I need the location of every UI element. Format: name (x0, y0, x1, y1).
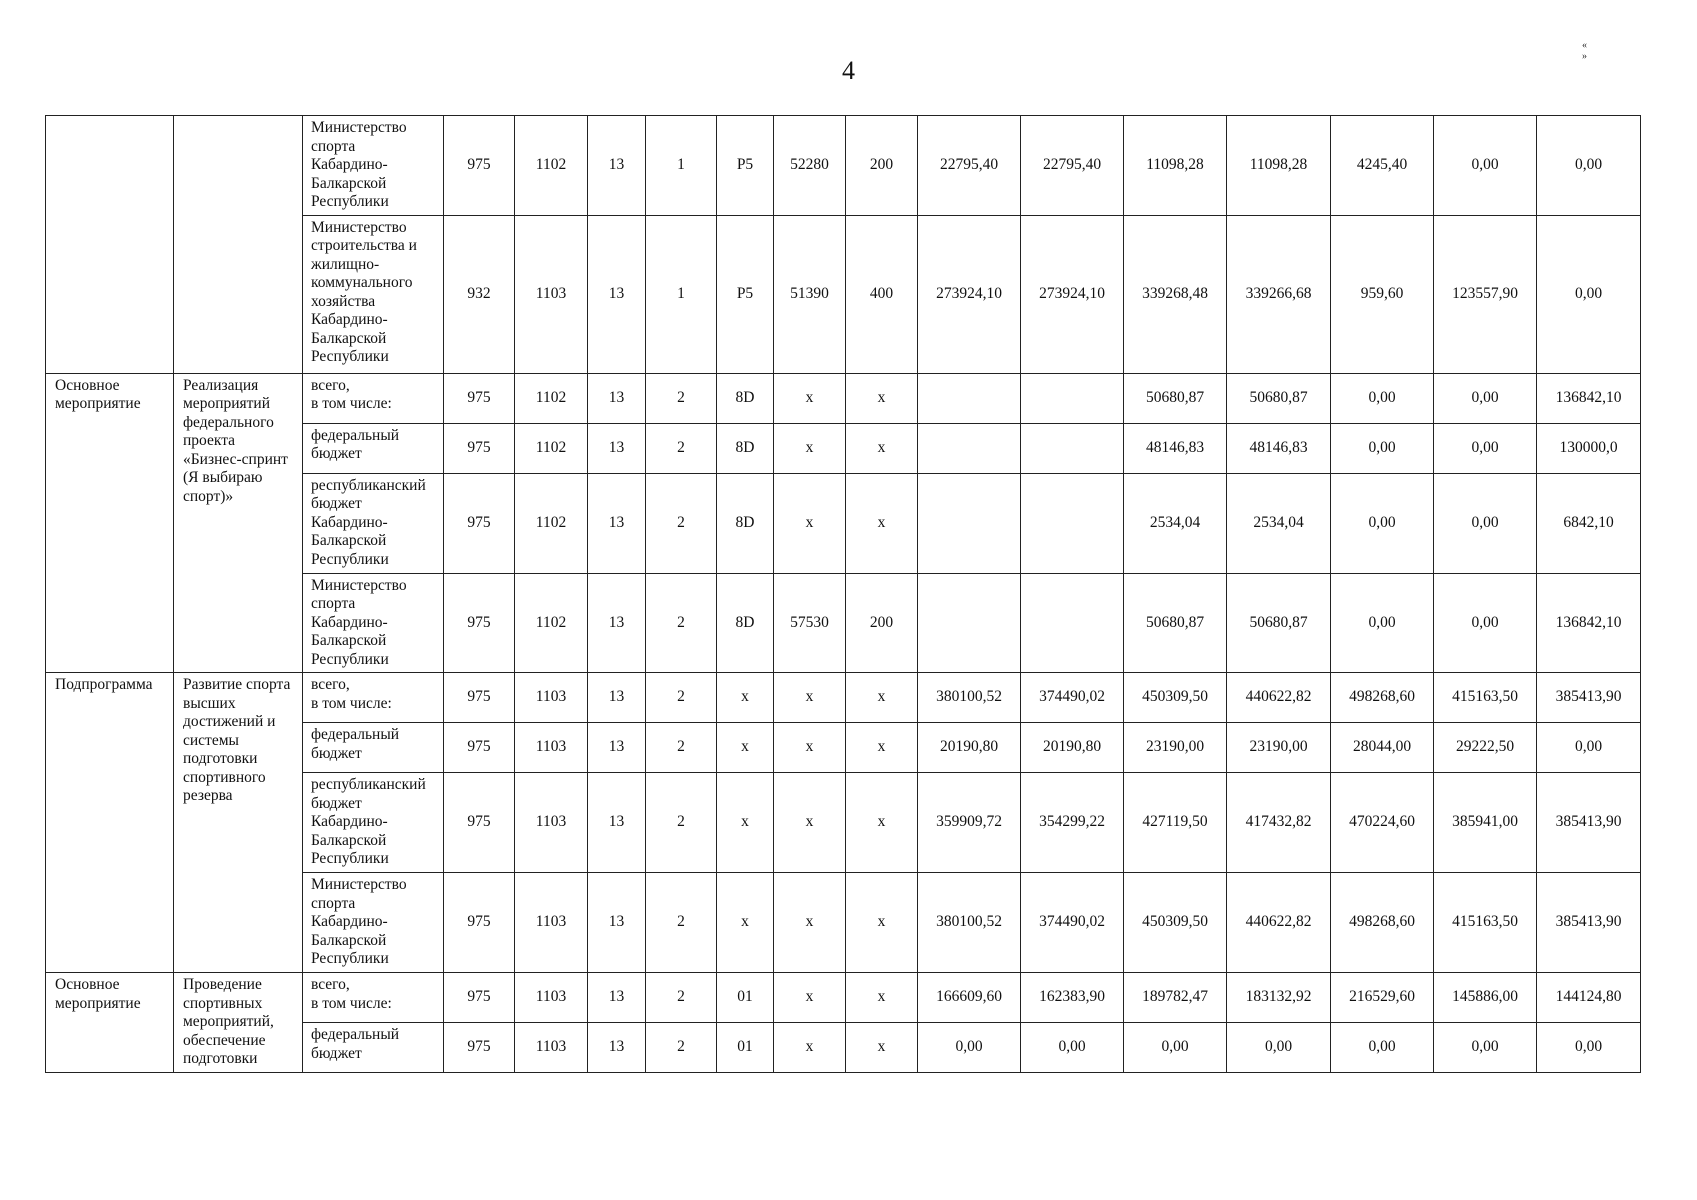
value-cell: 470224,60 (1331, 773, 1434, 873)
value-cell: 1103 (515, 1023, 588, 1073)
value-cell: 13 (588, 1023, 646, 1073)
value-cell: 11098,28 (1124, 116, 1227, 216)
value-cell: 20190,80 (918, 723, 1021, 773)
value-cell: 11098,28 (1227, 116, 1331, 216)
value-cell: 13 (588, 573, 646, 673)
value-cell: 440622,82 (1227, 673, 1331, 723)
value-cell: x (846, 973, 918, 1023)
value-cell: 8D (717, 423, 774, 473)
value-cell: 385941,00 (1434, 773, 1537, 873)
value-cell: 28044,00 (1331, 723, 1434, 773)
value-cell: 22795,40 (1021, 116, 1124, 216)
value-cell: 354299,22 (1021, 773, 1124, 873)
value-cell: 2 (646, 1023, 717, 1073)
value-cell (1021, 473, 1124, 573)
value-cell: 2 (646, 873, 717, 973)
value-cell: 22795,40 (918, 116, 1021, 216)
value-cell: 0,00 (1434, 573, 1537, 673)
value-cell: 1 (646, 116, 717, 216)
corner-marks: « » (1582, 40, 1647, 62)
value-cell: 50680,87 (1124, 373, 1227, 423)
value-cell: 1102 (515, 116, 588, 216)
value-cell: 415163,50 (1434, 873, 1537, 973)
value-cell: 0,00 (1434, 373, 1537, 423)
value-cell: 57530 (774, 573, 846, 673)
value-cell: 975 (444, 116, 515, 216)
value-cell: x (774, 673, 846, 723)
category-cell: Основное мероприятие (46, 973, 174, 1073)
value-cell: 0,00 (1331, 423, 1434, 473)
value-cell: 0,00 (1331, 1023, 1434, 1073)
value-cell: 20190,80 (1021, 723, 1124, 773)
page-number: 4 (842, 56, 855, 85)
funding-source-cell: республиканский бюджет Кабардино-Балкарской Республики (303, 773, 444, 873)
value-cell: 1103 (515, 973, 588, 1023)
value-cell: 2 (646, 373, 717, 423)
value-cell: 2 (646, 773, 717, 873)
value-cell: 136842,10 (1537, 573, 1641, 673)
value-cell: 1103 (515, 723, 588, 773)
value-cell: 50680,87 (1227, 373, 1331, 423)
value-cell: 380100,52 (918, 873, 1021, 973)
funding-source-cell: Министерство спорта Кабардино-Балкарской Республики (303, 116, 444, 216)
value-cell: 498268,60 (1331, 873, 1434, 973)
value-cell (918, 423, 1021, 473)
value-cell: 52280 (774, 116, 846, 216)
value-cell: 0,00 (1537, 1023, 1641, 1073)
value-cell: 13 (588, 215, 646, 373)
value-cell: P5 (717, 116, 774, 216)
value-cell: 498268,60 (1331, 673, 1434, 723)
value-cell: 13 (588, 673, 646, 723)
value-cell: 0,00 (1331, 573, 1434, 673)
value-cell: 0,00 (1537, 215, 1641, 373)
value-cell: 123557,90 (1434, 215, 1537, 373)
funding-source-cell: республиканский бюджет Кабардино-Балкарской Республики (303, 473, 444, 573)
value-cell: P5 (717, 215, 774, 373)
value-cell: 4245,40 (1331, 116, 1434, 216)
value-cell: 339268,48 (1124, 215, 1227, 373)
value-cell: 1103 (515, 873, 588, 973)
value-cell: x (717, 723, 774, 773)
category-cell: Подпрограмма (46, 673, 174, 973)
value-cell: 130000,0 (1537, 423, 1641, 473)
value-cell: 385413,90 (1537, 673, 1641, 723)
value-cell: 166609,60 (918, 973, 1021, 1023)
table-row (46, 116, 1641, 216)
value-cell: x (846, 673, 918, 723)
value-cell: x (717, 873, 774, 973)
value-cell (918, 573, 1021, 673)
funding-source-cell: федеральный бюджет (303, 423, 444, 473)
value-cell: 50680,87 (1124, 573, 1227, 673)
value-cell: 932 (444, 215, 515, 373)
value-cell: 136842,10 (1537, 373, 1641, 423)
value-cell: x (846, 473, 918, 573)
value-cell: 975 (444, 373, 515, 423)
value-cell: 1102 (515, 373, 588, 423)
value-cell: 959,60 (1331, 215, 1434, 373)
value-cell: 273924,10 (1021, 215, 1124, 373)
value-cell: 1103 (515, 673, 588, 723)
value-cell: 0,00 (1434, 1023, 1537, 1073)
value-cell: x (717, 773, 774, 873)
description-cell (174, 116, 303, 374)
value-cell: 50680,87 (1227, 573, 1331, 673)
value-cell: x (774, 773, 846, 873)
value-cell: 1 (646, 215, 717, 373)
value-cell: 200 (846, 116, 918, 216)
value-cell: x (846, 373, 918, 423)
table-row (46, 973, 1641, 1023)
value-cell: x (846, 873, 918, 973)
value-cell: 0,00 (1331, 473, 1434, 573)
value-cell: 48146,83 (1124, 423, 1227, 473)
value-cell: 975 (444, 773, 515, 873)
description-cell: Реализация мероприятий федерального проекта «Бизнес-спринт (Я выбираю спорт)» (174, 373, 303, 673)
value-cell: 48146,83 (1227, 423, 1331, 473)
value-cell: 380100,52 (918, 673, 1021, 723)
value-cell: 975 (444, 1023, 515, 1073)
value-cell: 162383,90 (1021, 973, 1124, 1023)
value-cell: 427119,50 (1124, 773, 1227, 873)
funding-source-cell: федеральный бюджет (303, 723, 444, 773)
value-cell: 975 (444, 423, 515, 473)
value-cell: 2 (646, 673, 717, 723)
value-cell: x (846, 1023, 918, 1073)
value-cell: 975 (444, 873, 515, 973)
value-cell: 6842,10 (1537, 473, 1641, 573)
value-cell: 13 (588, 423, 646, 473)
value-cell: 0,00 (1331, 373, 1434, 423)
value-cell: 1103 (515, 215, 588, 373)
value-cell: 0,00 (1537, 116, 1641, 216)
value-cell: 0,00 (1227, 1023, 1331, 1073)
value-cell: 183132,92 (1227, 973, 1331, 1023)
value-cell: 975 (444, 673, 515, 723)
value-cell: 13 (588, 723, 646, 773)
value-cell: 144124,80 (1537, 973, 1641, 1023)
value-cell: x (774, 973, 846, 1023)
value-cell: 8D (717, 473, 774, 573)
value-cell (918, 473, 1021, 573)
value-cell: 975 (444, 473, 515, 573)
value-cell: x (846, 773, 918, 873)
value-cell: 200 (846, 573, 918, 673)
value-cell (1021, 373, 1124, 423)
value-cell: 975 (444, 573, 515, 673)
table-row (46, 373, 1641, 423)
value-cell: 417432,82 (1227, 773, 1331, 873)
value-cell: 385413,90 (1537, 873, 1641, 973)
funding-source-cell: Министерство спорта Кабардино-Балкарской Республики (303, 873, 444, 973)
value-cell: 189782,47 (1124, 973, 1227, 1023)
value-cell: 359909,72 (918, 773, 1021, 873)
funding-source-cell: Министерство строительства и жилищно-коммунального хозяйства Кабардино-Балкарской Республики (303, 215, 444, 373)
table-row (46, 673, 1641, 723)
value-cell: x (774, 373, 846, 423)
value-cell: 0,00 (1434, 116, 1537, 216)
value-cell (918, 373, 1021, 423)
value-cell: 01 (717, 973, 774, 1023)
value-cell: x (774, 473, 846, 573)
value-cell: 216529,60 (1331, 973, 1434, 1023)
value-cell: 8D (717, 373, 774, 423)
value-cell: 975 (444, 973, 515, 1023)
category-cell (46, 116, 174, 374)
value-cell: 13 (588, 473, 646, 573)
value-cell: 0,00 (1434, 473, 1537, 573)
value-cell: 13 (588, 773, 646, 873)
value-cell: 374490,02 (1021, 673, 1124, 723)
value-cell (1021, 423, 1124, 473)
value-cell: 450309,50 (1124, 873, 1227, 973)
funding-source-cell: федеральный бюджет (303, 1023, 444, 1073)
value-cell: 2 (646, 723, 717, 773)
funding-source-cell: всего, в том числе: (303, 673, 444, 723)
value-cell: 0,00 (918, 1023, 1021, 1073)
value-cell: 13 (588, 873, 646, 973)
value-cell: 23190,00 (1124, 723, 1227, 773)
value-cell: 0,00 (1537, 723, 1641, 773)
value-cell: 440622,82 (1227, 873, 1331, 973)
value-cell: 1102 (515, 473, 588, 573)
value-cell: 273924,10 (918, 215, 1021, 373)
value-cell: 2 (646, 573, 717, 673)
value-cell (1021, 573, 1124, 673)
value-cell: x (774, 873, 846, 973)
value-cell: 29222,50 (1434, 723, 1537, 773)
value-cell: 339266,68 (1227, 215, 1331, 373)
value-cell: 01 (717, 1023, 774, 1073)
category-cell: Основное мероприятие (46, 373, 174, 673)
value-cell: 0,00 (1434, 423, 1537, 473)
value-cell: 23190,00 (1227, 723, 1331, 773)
value-cell: 8D (717, 573, 774, 673)
funding-source-cell: всего, в том числе: (303, 973, 444, 1023)
value-cell: x (846, 723, 918, 773)
value-cell: x (717, 673, 774, 723)
value-cell: 450309,50 (1124, 673, 1227, 723)
value-cell: x (774, 1023, 846, 1073)
value-cell: 2 (646, 973, 717, 1023)
value-cell: 13 (588, 973, 646, 1023)
value-cell: x (846, 423, 918, 473)
value-cell: 2534,04 (1227, 473, 1331, 573)
value-cell: 0,00 (1021, 1023, 1124, 1073)
budget-table (45, 115, 1641, 1073)
value-cell: 13 (588, 116, 646, 216)
value-cell: 415163,50 (1434, 673, 1537, 723)
value-cell: 0,00 (1124, 1023, 1227, 1073)
funding-source-cell: Министерство спорта Кабардино-Балкарской Республики (303, 573, 444, 673)
value-cell: 2534,04 (1124, 473, 1227, 573)
value-cell: x (774, 423, 846, 473)
value-cell: 385413,90 (1537, 773, 1641, 873)
value-cell: 1102 (515, 423, 588, 473)
value-cell: 374490,02 (1021, 873, 1124, 973)
description-cell: Проведение спортивных мероприятий, обеспечение подготовки (174, 973, 303, 1073)
value-cell: 1103 (515, 773, 588, 873)
value-cell: 400 (846, 215, 918, 373)
value-cell: 145886,00 (1434, 973, 1537, 1023)
value-cell: 975 (444, 723, 515, 773)
funding-source-cell: всего, в том числе: (303, 373, 444, 423)
value-cell: x (774, 723, 846, 773)
value-cell: 2 (646, 423, 717, 473)
value-cell: 51390 (774, 215, 846, 373)
value-cell: 2 (646, 473, 717, 573)
value-cell: 1102 (515, 573, 588, 673)
value-cell: 13 (588, 373, 646, 423)
description-cell: Развитие спорта высших достижений и системы подготовки спортивного резерва (174, 673, 303, 973)
